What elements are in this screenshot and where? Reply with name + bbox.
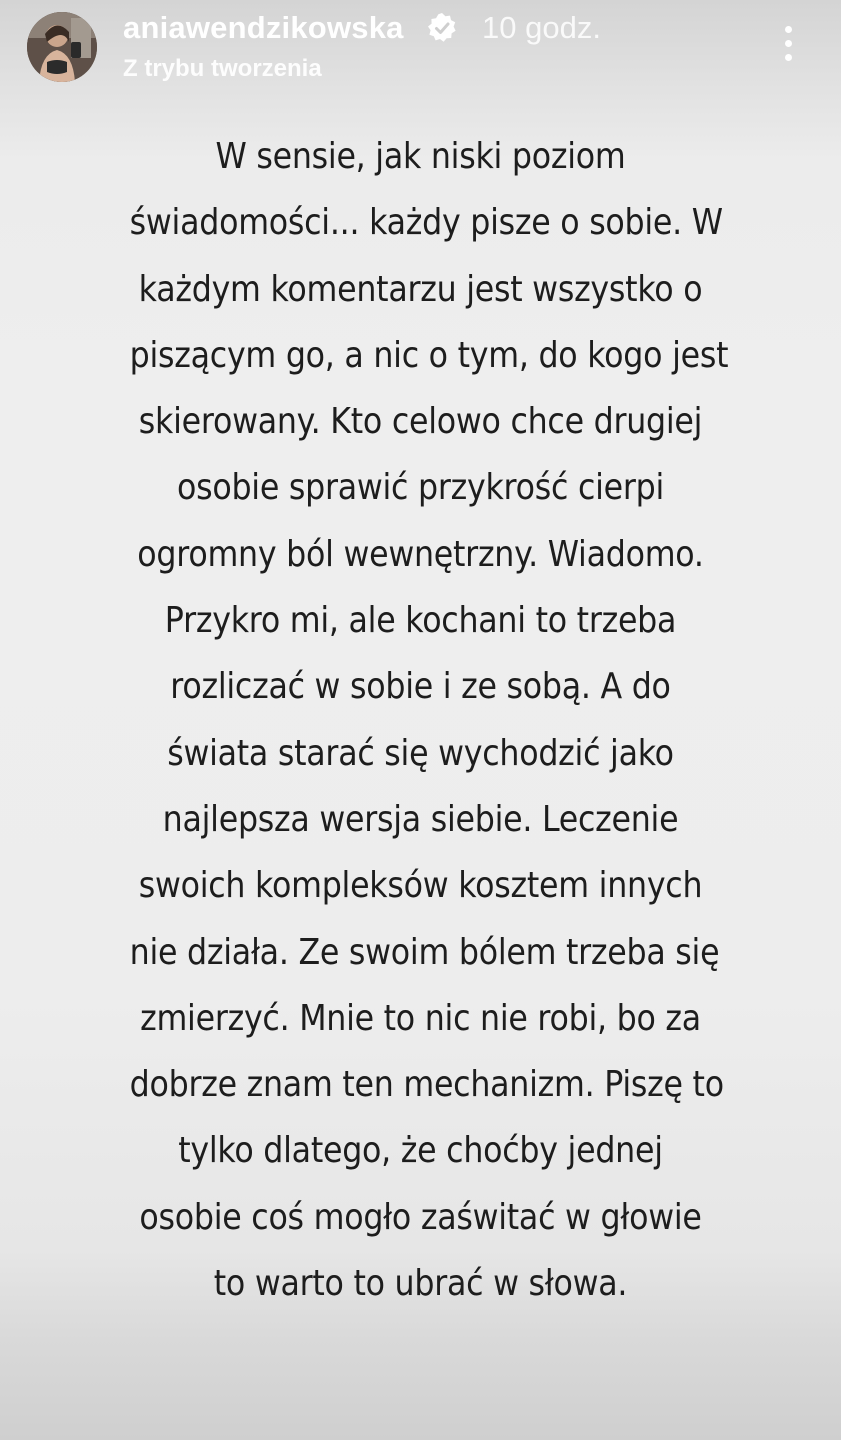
story-text-line: świata starać się wychodzić jako <box>167 732 674 774</box>
more-dot-icon <box>785 26 792 33</box>
story-text-line: ogromny ból wewnętrzny. Wiadomo. <box>137 533 704 575</box>
story-text-line: tylko dlatego, że choćby jednej <box>178 1130 663 1172</box>
story-text-line: zmierzyć. Mnie to nic nie robi, bo za <box>140 997 701 1039</box>
more-dot-icon <box>785 40 792 47</box>
story-text-line: najlepsza wersja siebie. Leczenie <box>162 798 679 840</box>
avatar[interactable] <box>27 12 97 82</box>
more-dot-icon <box>785 54 792 61</box>
story-text-line: piszącym go, a nic o tym, do kogo jest <box>129 334 729 376</box>
story-text-line: W sensie, jak niski poziom <box>215 136 626 177</box>
story-text-line: nie działa. Ze swoim bólem trzeba się <box>129 931 720 973</box>
story-text-line: każdym komentarzu jest wszystko o <box>138 268 703 310</box>
story-text-line: skierowany. Kto celowo chce drugiej <box>138 401 703 443</box>
username-link[interactable]: aniawendzikowska <box>123 10 404 45</box>
story-text-line: swoich kompleksów kosztem innych <box>138 865 703 907</box>
story-source-label: Z trybu tworzenia <box>123 55 322 82</box>
story-text-line: świadomości... każdy pisze o sobie. W <box>129 202 723 244</box>
story-text <box>129 124 729 1317</box>
story-text-line: osobie coś mogło zaświtać w głowie <box>139 1196 702 1238</box>
story-header <box>0 0 841 100</box>
story-text-line: to warto to ubrać w słowa. <box>213 1263 628 1305</box>
story-text-line: rozliczać w sobie i ze sobą. A do <box>170 666 671 708</box>
verified-badge-icon <box>426 12 458 44</box>
story-text-line: Przykro mi, ale kochani to trzeba <box>164 600 677 642</box>
story-text-line: dobrze znam ten mechanizm. Piszę to <box>129 1064 724 1106</box>
avatar-photo-icon <box>27 12 97 82</box>
more-options-button[interactable] <box>772 22 806 66</box>
post-time: 10 godz. <box>482 10 601 45</box>
story-text-line: osobie sprawić przykrość cierpi <box>176 467 665 509</box>
